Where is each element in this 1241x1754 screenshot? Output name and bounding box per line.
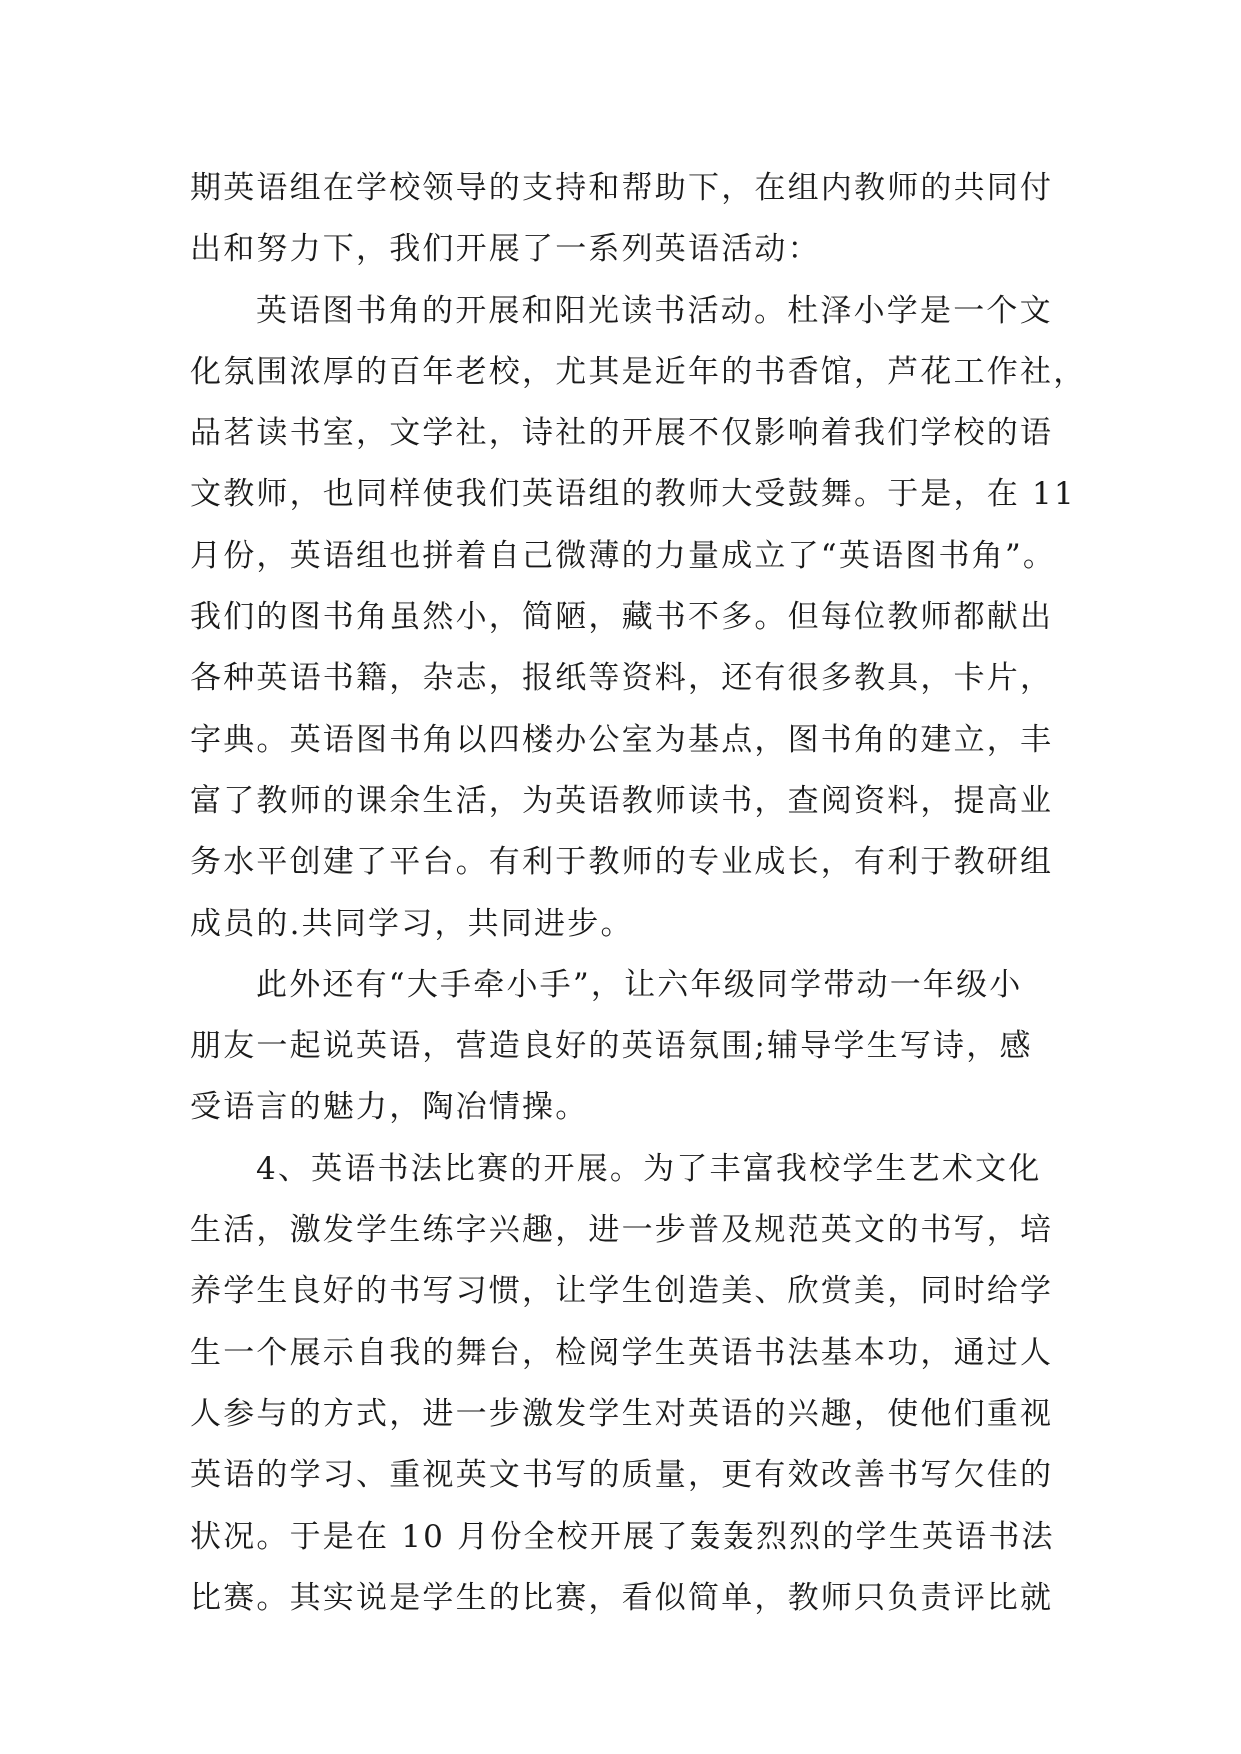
text-line: 人参与的方式，进一步激发学生对英语的兴趣，使他们重视 <box>190 1395 1054 1432</box>
text-line: 期英语组在学校领导的支持和帮助下，在组内教师的共同付 <box>190 170 1054 206</box>
text-line: 各种英语书籍，杂志，报纸等资料，还有很多教具，卡片， <box>190 660 1054 697</box>
text-line: 富了教师的课余生活，为英语教师读书，查阅资料，提高业 <box>190 782 1054 819</box>
body-text <box>190 158 1087 1629</box>
text-line: 成员的.共同学习，共同进步。 <box>190 905 634 942</box>
text-line: 英语的学习、重视英文书写的质量，更有效改善书写欠佳的 <box>190 1457 1054 1494</box>
text-line: 字典。英语图书角以四楼办公室为基点，图书角的建立，丰 <box>190 721 1054 758</box>
text-line: 出和努力下，我们开展了一系列英语活动： <box>190 231 821 268</box>
text-line: 我们的图书角虽然小，简陋，藏书不多。但每位教师都献出 <box>190 599 1054 636</box>
text-line: 养学生良好的书写习惯，让学生创造美、欣赏美，同时给学 <box>190 1273 1054 1310</box>
text-line: 生一个展示自我的舞台，检阅学生英语书法基本功，通过人 <box>190 1334 1054 1371</box>
text-line: 务水平创建了平台。有利于教师的专业成长，有利于教研组 <box>190 844 1054 881</box>
text-line: 受语言的魅力，陶冶情操。 <box>190 1089 589 1126</box>
text-line: 月份，英语组也拼着自己微薄的力量成立了“英语图书角”。 <box>190 537 1057 574</box>
paragraph-first-line: 4、英语书法比赛的开展。为了丰富我校学生艺术文化 <box>256 1150 1042 1187</box>
text-line: 生活，激发学生练字兴趣，进一步普及规范英文的书写，培 <box>190 1212 1054 1249</box>
paragraph-first-line: 英语图书角的开展和阳光读书活动。杜泽小学是一个文 <box>256 292 1053 329</box>
text-line: 化氛围浓厚的百年老校，尤其是近年的书香馆，芦花工作社， <box>190 353 1087 390</box>
text-line: 状况。于是在 10 月份全校开展了轰轰烈烈的学生英语书法 <box>190 1518 1055 1555</box>
text-line: 朋友一起说英语，营造良好的英语氛围;辅导学生写诗，感 <box>190 1028 1033 1065</box>
text-line: 品茗读书室，文学社，诗社的开展不仅影响着我们学校的语 <box>190 415 1054 452</box>
text-line: 文教师，也同样使我们英语组的教师大受鼓舞。于是，在 11 <box>190 476 1076 513</box>
paragraph-first-line: 此外还有“大手牵小手”，让六年级同学带动一年级小 <box>256 966 1023 1003</box>
text-line: 比赛。其实说是学生的比赛，看似简单，教师只负责评比就 <box>190 1579 1054 1616</box>
